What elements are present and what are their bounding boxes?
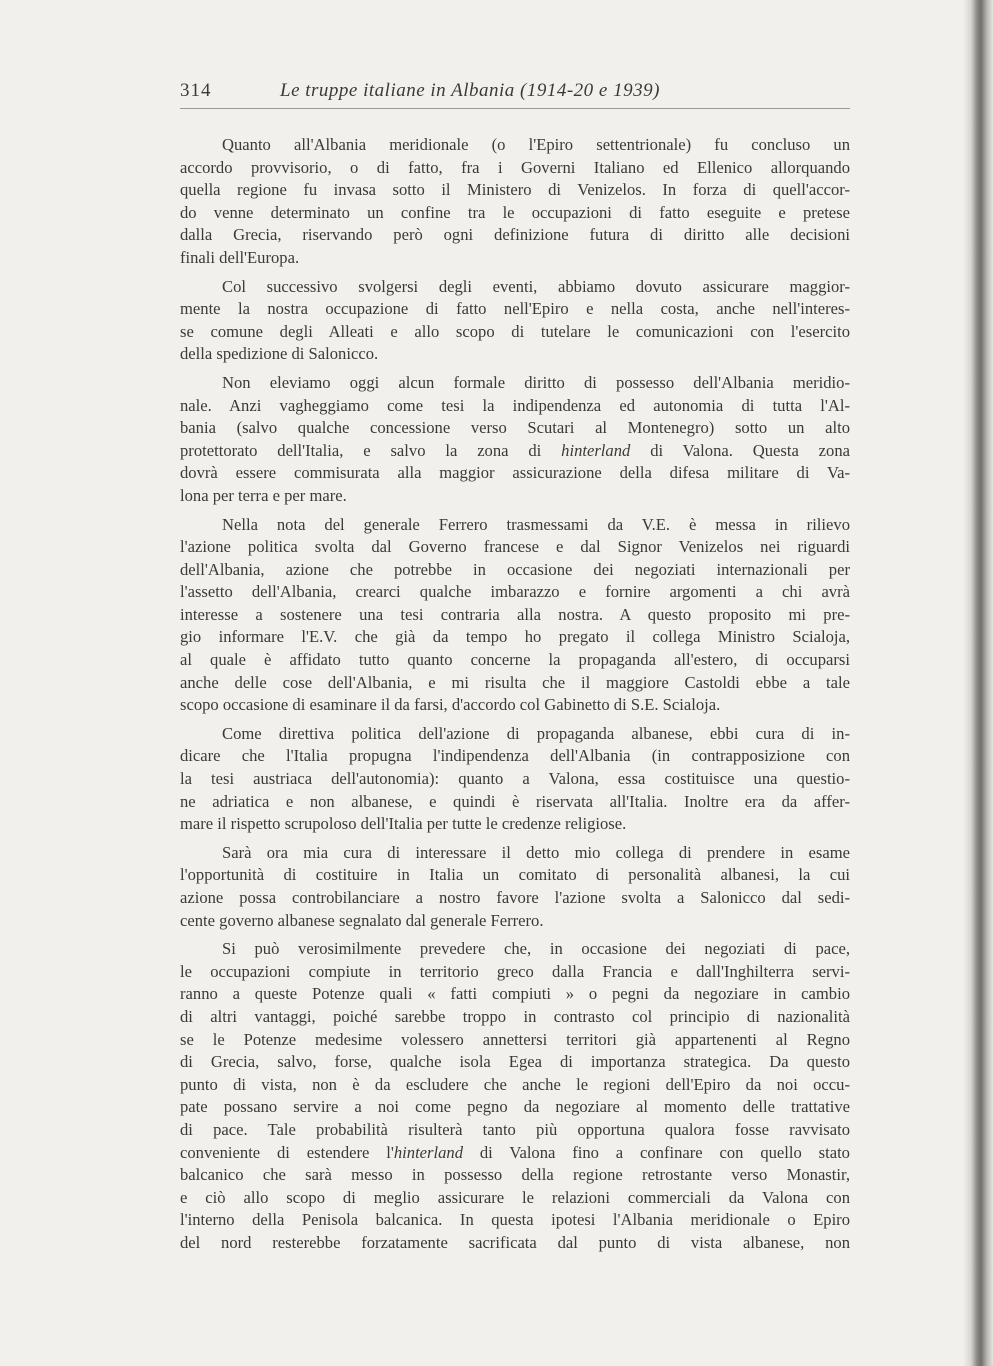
text-line: del nord resterebbe forzatamente sacrificata dal punto di vista albanese, non bbox=[180, 1232, 850, 1252]
text-line: Sarà ora mia cura di interessare il detto mio collega di prendere in esame bbox=[222, 842, 850, 862]
text-line: Si può verosimilmente prevedere che, in occasione dei negoziati di pace, bbox=[222, 939, 850, 959]
text-line: dalla Grecia, riservando però ogni definizione futura di diritto alle decisioni bbox=[180, 225, 850, 245]
text-line: ranno a queste Potenze quali « fatti compiuti » o pegni da negoziare in cambio bbox=[180, 984, 850, 1004]
running-title: Le truppe italiane in Albania (1914-20 e 1939) bbox=[280, 80, 660, 101]
text-line: cente governo albanese segnalato dal generale Ferrero. bbox=[180, 910, 544, 930]
text-line-mixed bbox=[180, 440, 850, 463]
text-line: balcanico che sarà messo in possesso della regione retrostante verso Monastir, bbox=[180, 1165, 850, 1185]
text-line: scopo occasione di esaminare il da farsi, d'accordo col Gabinetto di S.E. Scialoja. bbox=[180, 695, 721, 715]
scan-edge-shadow bbox=[963, 0, 993, 1366]
text-line: quella regione fu invasa sotto il Ministero di Venizelos. In forza di quell'accor- bbox=[180, 180, 850, 200]
text-line: Come direttiva politica dell'azione di propaganda albanese, ebbi cura di in- bbox=[222, 723, 850, 743]
text-line: dell'Albania, azione che potrebbe in occasione dei negoziati internazionali per bbox=[180, 559, 850, 579]
text-line-mixed bbox=[180, 1142, 850, 1165]
paragraph-7 bbox=[180, 938, 850, 1254]
text-line: e ciò allo scopo di meglio assicurare le relazioni commerciali da Valona con bbox=[180, 1187, 850, 1207]
text-line: l'assetto dell'Albania, crearci qualche imbarazzo e fornire argomenti a chi avrà bbox=[180, 582, 850, 602]
text-line: finali dell'Europa. bbox=[180, 247, 300, 267]
text-line: mare il rispetto scrupoloso dell'Italia per tutte le credenze religiose. bbox=[180, 814, 627, 834]
text-line: pate possano servire a noi come pegno da negoziare al momento delle trattative bbox=[180, 1097, 850, 1117]
text-line: punto di vista, non è da escludere che anche le regioni dell'Epiro da noi occu- bbox=[180, 1074, 850, 1094]
text-line: le occupazioni compiute in territorio greco dalla Francia e dall'Inghilterra servi- bbox=[180, 961, 850, 981]
text-segment: protettorato dell'Italia, e salvo la zona di bbox=[180, 440, 542, 460]
text-line: gio informare l'E.V. che già da tempo ho pregato il collega Ministro Scialoja, bbox=[180, 627, 850, 647]
text-line: dovrà essere commisurata alla maggior assicurazione della difesa militare di Va- bbox=[180, 463, 850, 483]
text-segment: di Valona fino a confinare con quello stato bbox=[479, 1142, 850, 1162]
paragraph-2 bbox=[180, 276, 850, 366]
text-line: accordo provvisorio, o di fatto, fra i Governi Italiano ed Ellenico allorquando bbox=[180, 157, 850, 177]
text-line: nale. Anzi vagheggiamo come tesi la indipendenza ed autonomia di tutta l'Al- bbox=[180, 395, 850, 415]
paragraph-6 bbox=[180, 842, 850, 932]
text-line: di Grecia, salvo, forse, qualche isola Egea di importanza strategica. Da questo bbox=[180, 1052, 850, 1072]
text-line: bania (salvo qualche concessione verso Scutari al Montenegro) sotto un alto bbox=[180, 418, 850, 438]
text-line: la tesi austriaca dell'autonomia): quanto a Valona, essa costituisce una questio- bbox=[180, 769, 850, 789]
paragraph-1 bbox=[180, 134, 850, 270]
text-line: dicare che l'Italia propugna l'indipendenza dell'Albania (in contrapposizione con bbox=[180, 746, 850, 766]
page-number: 314 bbox=[180, 80, 212, 101]
text-line: se comune degli Alleati e allo scopo di tutelare le comunicazioni con l'esercito bbox=[180, 321, 850, 341]
text-line: della spedizione di Salonicco. bbox=[180, 344, 379, 364]
text-line: Quanto all'Albania meridionale (o l'Epiro settentrionale) fu concluso un bbox=[222, 135, 850, 154]
text-line: lona per terra e per mare. bbox=[180, 485, 347, 505]
text-line: l'azione politica svolta dal Governo francese e dal Signor Venizelos nei riguardi bbox=[180, 537, 850, 557]
italic-term: hinterland bbox=[561, 440, 631, 460]
paragraph-3 bbox=[180, 372, 850, 508]
text-line: di altri vantaggi, poiché sarebbe troppo in contrasto col principio di nazionalità bbox=[180, 1006, 850, 1026]
text-line: l'opportunità di costituire in Italia un comitato di personalità albanesi, la cui bbox=[180, 865, 850, 885]
text-line: do venne determinato un confine tra le occupazioni di fatto eseguite e pretese bbox=[180, 202, 850, 222]
text-line: interesse a sostenere una tesi contraria alla nostra. A questo proposito mi pre- bbox=[180, 604, 850, 624]
text-line: se le Potenze medesime volessero annettersi territori già appartenenti al Regno bbox=[180, 1029, 850, 1049]
running-header bbox=[180, 78, 850, 109]
body-text bbox=[180, 134, 850, 1261]
paragraph-4 bbox=[180, 514, 850, 717]
text-line: anche delle cose dell'Albania, e mi risulta che il maggiore Castoldi ebbe a tale bbox=[180, 672, 850, 692]
text-line: ne adriatica e non albanese, e quindi è riservata all'Italia. Inoltre era da affer- bbox=[180, 791, 850, 811]
text-segment: conveniente di estendere l' bbox=[180, 1142, 394, 1162]
text-line: Col successivo svolgersi degli eventi, abbiamo dovuto assicurare maggior- bbox=[222, 276, 850, 296]
text-line: di pace. Tale probabilità risulterà tanto più opportuna qualora fosse ravvisato bbox=[180, 1119, 850, 1139]
text-line: Nella nota del generale Ferrero trasmessami da V.E. è messa in rilievo bbox=[222, 514, 850, 534]
text-segment: di Valona. Questa zona bbox=[650, 440, 850, 460]
text-line: Non eleviamo oggi alcun formale diritto di possesso dell'Albania meridio- bbox=[222, 372, 850, 392]
text-line: al quale è affidato tutto quanto concerne la propaganda all'estero, di occuparsi bbox=[180, 650, 850, 670]
text-line: l'interno della Penisola balcanica. In questa ipotesi l'Albania meridionale o Epiro bbox=[180, 1210, 850, 1230]
text-line: mente la nostra occupazione di fatto nell'Epiro e nella costa, anche nell'interes- bbox=[180, 299, 850, 319]
paragraph-5 bbox=[180, 723, 850, 836]
text-line: azione possa controbilanciare a nostro favore l'azione svolta a Salonicco dal sedi- bbox=[180, 888, 850, 907]
italic-term: hinterland bbox=[393, 1142, 463, 1162]
